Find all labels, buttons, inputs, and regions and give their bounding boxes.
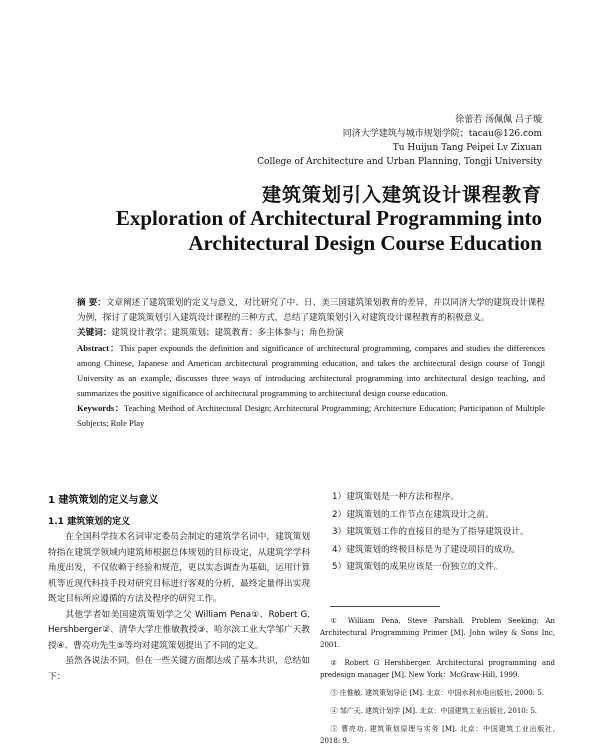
title-english bbox=[116, 206, 542, 256]
body-left-column bbox=[48, 490, 310, 685]
abstract-english bbox=[77, 341, 545, 401]
title-english-line1: Exploration of Architectural Programming into bbox=[115, 206, 542, 230]
footnote: ① William Pena, Steve Parshall. Problem Seeking: An Architectural Programming Primer [M]. John wiley & Sons Inc, 2001. bbox=[320, 616, 555, 649]
footnote: ③ 庄惟敏. 建筑策划导论 [M]. 北京：中国水利水电出版社, 2000: 5. bbox=[330, 688, 545, 697]
list-item: 1）建筑策划是一种方法和程序。 bbox=[332, 492, 460, 502]
author-block bbox=[257, 113, 542, 169]
abstract-en-label: Abstract： bbox=[77, 343, 120, 353]
abstract-en-text: This paper expounds the definition and significance of architectural programming, compares and studies the differences among Chinese, Japanese and American architectural programming education, and takes the architectural design course of Tongji University as an example, discusses three ways of introducing architectural programming into architectural design teaching, and summarizes the positive significance of architectural programming to architectural design course education. bbox=[77, 343, 545, 398]
body-paragraph-1: 在全国科学技术名词审定委员会制定的建筑学名词中，建筑策划特指在建筑学领域内建筑师根据总体规划的目标设定，从建筑学学科角度出发，不仅依赖于经验和规范，更以实态调查为基础，运用计算机等近现代科技手段对研究目标进行客观的分析，最终定量得出实现既定目标所应遵循的方法及程序的研究工作。 bbox=[48, 532, 310, 604]
author-names-cn: 徐蕾若 汤佩佩 吕子璇 bbox=[455, 115, 542, 125]
abstract-chinese bbox=[77, 296, 545, 326]
footnote: ④ 邹广天. 建筑计划学 [M]. 北京：中国建筑工业出版社, 2010: 5. bbox=[330, 706, 538, 715]
list-item: 3）建筑策划工作的直接目的是为了指导建筑设计。 bbox=[332, 527, 529, 537]
keywords-english bbox=[77, 401, 545, 431]
body-paragraph-2: 其他学者如美国建筑策划学之父 William Pena①、Robert G. Hershberger②、清华大学庄惟敏教授③、哈尔滨工业大学邹广天教授④、曹亮功先生⑤等均对建筑策划提出了不同的定义。 bbox=[48, 609, 310, 651]
section-heading-1-1: 1.1 建筑策划的定义 bbox=[48, 516, 131, 527]
keywords-chinese bbox=[77, 326, 545, 341]
list-item: 5）建筑策划的成果应该是一份独立的文件。 bbox=[332, 562, 503, 572]
title-chinese: 建筑策划引入建筑设计课程教育 bbox=[261, 184, 542, 206]
abstract-cn-text: 文章阐述了建筑策划的定义与意义，对比研究了中、日、美三国建筑策划教育的差异，并以同济大学的建筑设计课程为例，探讨了建筑策划引入建筑设计课程的三种方式，总结了建筑策划引入对建筑设计课程教育的积极意义。 bbox=[77, 298, 545, 323]
abstract-cn-label: 摘 要： bbox=[77, 298, 106, 308]
abstract-block bbox=[77, 296, 545, 431]
body-paragraph-3: 虽然各说法不同，但在一些关键方面都达成了基本共识，总结如下： bbox=[48, 656, 310, 682]
keywords-en-text: Teaching Method of Architectural Design; Architectural Programming; Architecture Education; Participation of Multiple Subjects; Role Play bbox=[77, 403, 545, 428]
keywords-cn-label: 关键词： bbox=[77, 328, 112, 338]
title-english-line2: Architectural Design Course Education bbox=[188, 231, 542, 255]
footnote: ⑤ 曹亮功. 建筑策划原理与实务 [M]. 北京：中国建筑工业出版社, 2018: 9. bbox=[320, 724, 555, 745]
section-heading-1: 1 建筑策划的定义与意义 bbox=[48, 495, 159, 506]
footnote: ② Robert G Hershberger. Architectural programming and predesign manager [M]. New York：McGraw-Hill, 1999. bbox=[320, 658, 555, 679]
consensus-list bbox=[320, 490, 555, 576]
author-affiliation-en: College of Architecture and Urban Planning, Tongji University bbox=[257, 157, 542, 167]
body-right-column bbox=[320, 490, 555, 753]
list-item: 2）建筑策划的工作节点在建筑设计之前。 bbox=[332, 509, 494, 520]
keywords-cn-text: 建筑设计教学；建筑策划；建筑教育；多主体参与；角色扮演 bbox=[111, 328, 344, 338]
author-names-en: Tu Huijun Tang Peipei Lv Zixuan bbox=[392, 143, 542, 153]
list-item: 4）建筑策划的终极目标是为了建设项目的成功。 bbox=[332, 544, 520, 555]
author-affiliation-cn: 同济大学建筑与城市规划学院；tacau@126.com bbox=[342, 129, 542, 139]
keywords-en-label: Keywords： bbox=[77, 403, 124, 413]
footnote-divider bbox=[330, 606, 440, 607]
